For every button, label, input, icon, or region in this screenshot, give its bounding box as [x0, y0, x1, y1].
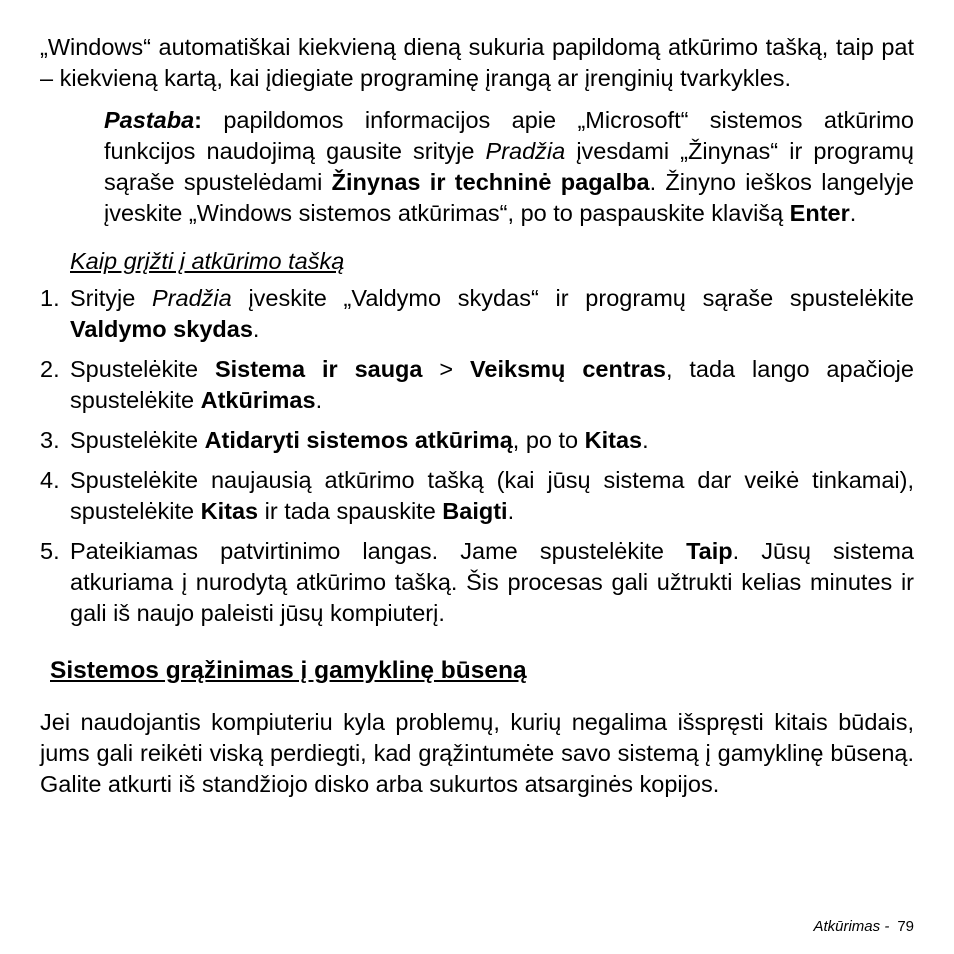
procedure-heading: Kaip grįžti į atkūrimo tašką: [70, 248, 345, 274]
step-item: 5. Pateikiamas patvirtinimo langas. Jame spustelėkite Taip. Jūsų sistema atkuriama į nurodytą atkūrimo tašką. Šis procesas gali užtrukti kelias minutes ir gali iš naujo paleisti jūsų kompiuterį.: [40, 538, 914, 626]
step-item: 4. Spustelėkite naujausią atkūrimo tašką (kai jūsų sistema dar veikė tinkamai), spustelėkite Kitas ir tada spauskite Baigti.: [40, 467, 914, 524]
step-item: 2. Spustelėkite Sistema ir sauga > Veiksmų centras, tada lango apačioje spustelėkite Atkūrimas.: [40, 356, 914, 413]
intro-paragraph: „Windows“ automatiškai kiekvieną dieną sukuria papildomą atkūrimo tašką, taip pat – kiekvieną kartą, kai įdiegiate programinę įrangą ar įrenginių tvarkykles.: [40, 34, 914, 91]
note-paragraph: Pastaba: papildomos informacijos apie „Microsoft“ sistemos atkūrimo funkcijos naudojimą gausite srityje Pradžia įvesdami „Žinynas“ ir programų sąraše spustelėdami Žinynas ir techninė pagalba. Žinyno ieškos langelyje įveskite „Windows sistemos atkūrimas“, po to paspauskite klavišą Enter.: [104, 107, 915, 226]
page-number: 79: [897, 918, 914, 935]
steps-list: [40, 283, 914, 629]
step-item: 3. Spustelėkite Atidaryti sistemos atkūrimą, po to Kitas.: [40, 427, 649, 453]
document-page: [40, 32, 914, 800]
section-title: Sistemos grąžinimas į gamyklinę būseną: [50, 657, 527, 684]
page-footer: [813, 917, 914, 937]
footer-section: Atkūrimas -: [813, 918, 890, 935]
note-label: Pastaba: [104, 107, 195, 133]
step-item: 1. Srityje Pradžia įveskite „Valdymo skydas“ ir programų sąraše spustelėkite Valdymo skydas.: [40, 285, 914, 342]
section-body: Jei naudojantis kompiuteriu kyla problemų, kurių negalima išspręsti kitais būdais, jums gali reikėti viską perdiegti, kad grąžintumėte savo sistemą į gamyklinę būseną. Galite atkurti iš standžiojo disko arba sukurtos atsarginės kopijos.: [40, 709, 914, 797]
